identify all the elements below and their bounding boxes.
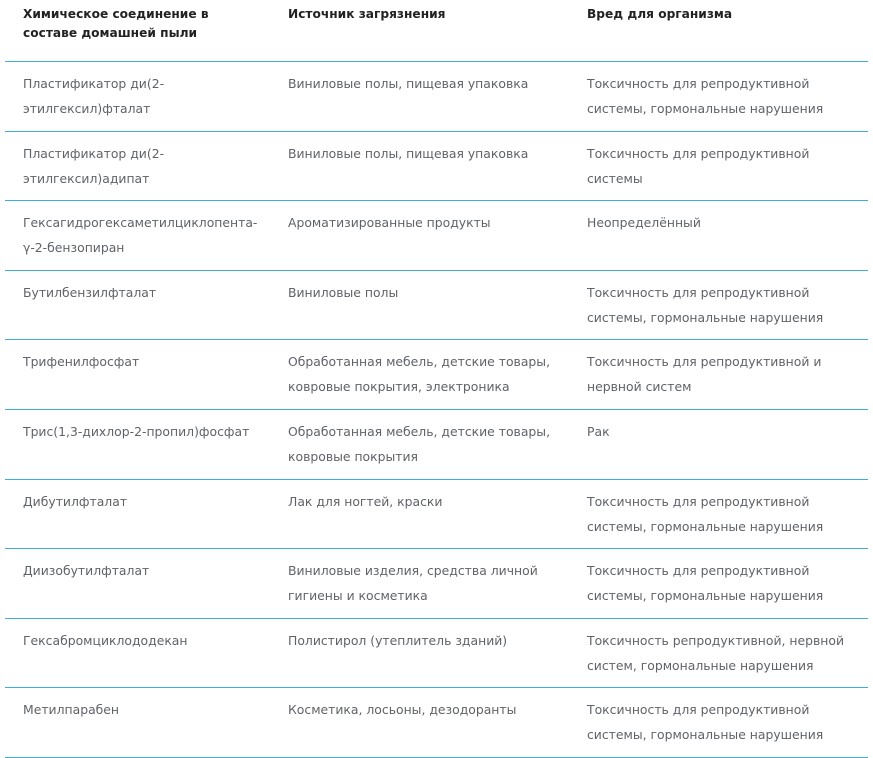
- table-row: [5, 410, 868, 480]
- cell-harm: Токсичность для репродуктивной системы, гормональные нарушения: [587, 702, 824, 743]
- cell-harm: Токсичность для репродуктивной системы: [587, 145, 810, 186]
- cell-compound: Диизобутилфталат: [23, 563, 150, 579]
- cell-compound: Трифенилфосфат: [23, 354, 140, 370]
- cell-harm: Токсичность для репродуктивной и нервной систем: [587, 354, 822, 395]
- table-row: [5, 201, 868, 271]
- cell-source: Ароматизированные продукты: [288, 215, 491, 231]
- cell-source: Виниловые полы: [288, 284, 399, 300]
- cell-compound: Бутилбензилфталат: [23, 284, 157, 300]
- table-header: [5, 0, 868, 62]
- table-row: [5, 549, 868, 619]
- header-source: Источник загрязнения: [288, 7, 446, 21]
- cell-source: Виниловые полы, пищевая упаковка: [288, 76, 529, 91]
- table-row: [5, 619, 868, 689]
- cell-source: Косметика, лосьоны, дезодоранты: [288, 702, 517, 718]
- table-row: [5, 340, 868, 410]
- table-row: [5, 688, 868, 758]
- table-row: [5, 480, 868, 550]
- cell-source: Обработанная мебель, детские товары, ковровые покрытия, электроника: [288, 354, 551, 395]
- cell-compound: Пластификатор ди(2-этилгексил)адипат: [23, 145, 165, 186]
- table-row: [5, 271, 868, 341]
- cell-source: Полистирол (утеплитель зданий): [288, 632, 508, 648]
- cell-compound: Гексагидрогексаметилциклопента-γ-2-бензопиран: [23, 215, 258, 256]
- cell-source: Виниловые изделия, средства личной гигиены и косметика: [288, 563, 538, 604]
- cell-source: Лак для ногтей, краски: [288, 493, 443, 509]
- cell-harm: Токсичность для репродуктивной системы, гормональные нарушения: [587, 284, 824, 325]
- cell-compound: Трис(1,3-дихлор-2-пропил)фосфат: [23, 423, 250, 439]
- cell-harm: Неопределённый: [587, 215, 701, 231]
- cell-harm: Токсичность для репродуктивной системы, гормональные нарушения: [587, 76, 824, 116]
- cell-source: Виниловые полы, пищевая упаковка: [288, 145, 529, 161]
- cell-source: Обработанная мебель, детские товары, ковровые покрытия: [288, 423, 551, 464]
- table-row: [5, 62, 868, 132]
- cell-harm: Токсичность для репродуктивной системы, гормональные нарушения: [587, 563, 824, 604]
- cell-compound: Метилпарабен: [23, 702, 120, 718]
- header-harm: Вред для организма: [587, 7, 733, 21]
- cell-harm: Токсичность для репродуктивной системы, гормональные нарушения: [587, 493, 824, 534]
- cell-compound: Пластификатор ди(2-этилгексил)фталат: [23, 76, 165, 116]
- cell-harm: Токсичность репродуктивной, нервной систем, гормональные нарушения: [587, 632, 845, 673]
- header-compound: Химическое соединение в составе домашней пыли: [23, 7, 209, 40]
- cell-compound: Гексабромциклододекан: [23, 632, 188, 648]
- cell-harm: Рак: [587, 423, 610, 439]
- chemicals-table: [5, 0, 868, 758]
- table-row: [5, 132, 868, 202]
- cell-compound: Дибутилфталат: [23, 493, 128, 509]
